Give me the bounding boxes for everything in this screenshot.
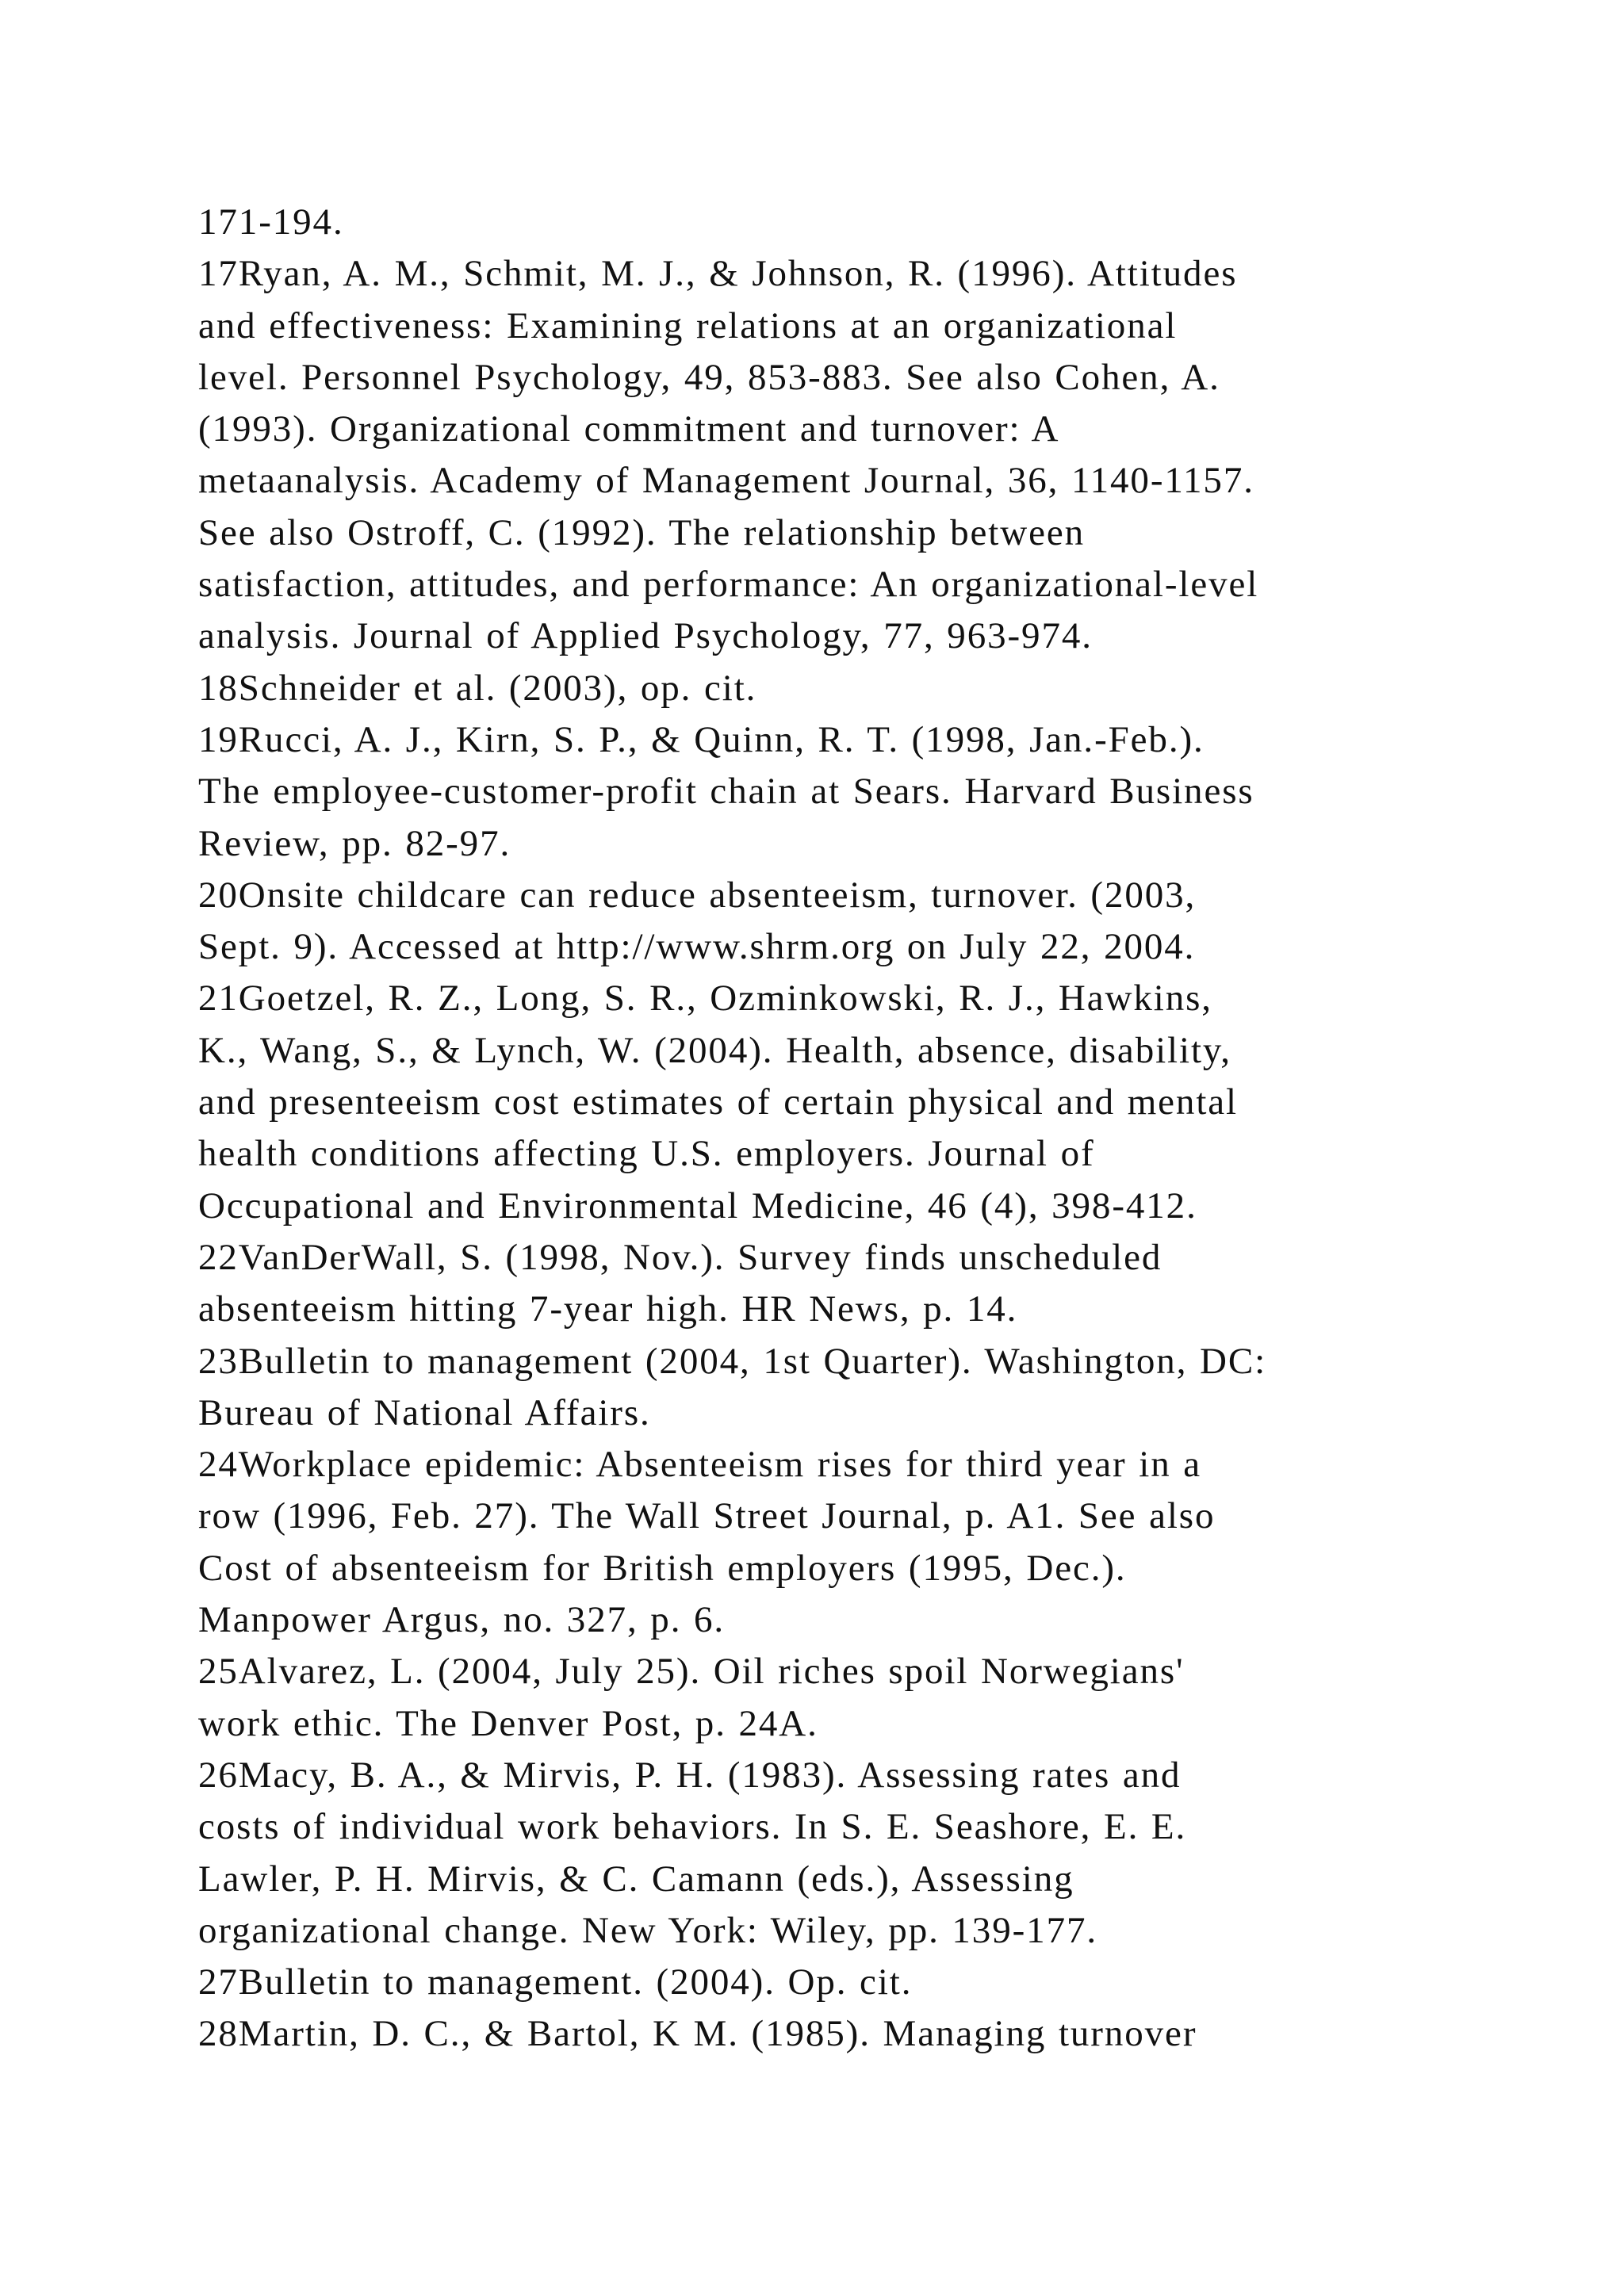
text-line: and presenteeism cost estimates of certain physical and mental	[198, 1081, 1239, 1123]
text-line: and effectiveness: Examining relations at an organizational	[198, 304, 1178, 346]
text-line: Bureau of National Affairs.	[198, 1391, 651, 1433]
text-line: metaanalysis. Academy of Management Journal, 36, 1140-1157.	[198, 460, 1254, 502]
text-line: health conditions affecting U.S. employers. Journal of	[198, 1133, 1095, 1175]
text-line: Occupational and Environmental Medicine, 46 (4), 398-412.	[198, 1184, 1197, 1226]
text-line: Sept. 9). Accessed at http://www.shrm.org on July 22, 2004.	[198, 926, 1196, 968]
text-line: 171-194.	[198, 201, 344, 243]
text-line: row (1996, Feb. 27). The Wall Street Journal, p. A1. See also	[198, 1495, 1216, 1537]
text-line: 25Alvarez, L. (2004, July 25). Oil riches spoil Norwegians'	[198, 1651, 1185, 1693]
text-line: (1993). Organizational commitment and turnover: A	[198, 408, 1060, 450]
text-line: 28Martin, D. C., & Bartol, K M. (1985). Managing turnover	[198, 2013, 1197, 2055]
text-line: work ethic. The Denver Post, p. 24A.	[198, 1702, 818, 1744]
text-line: 27Bulletin to management. (2004). Op. cit.	[198, 1961, 913, 2003]
text-line: 19Rucci, A. J., Kirn, S. P., & Quinn, R. T. (1998, Jan.-Feb.).	[198, 718, 1205, 760]
text-line: 23Bulletin to management (2004, 1st Quarter). Washington, DC:	[198, 1340, 1267, 1382]
text-line: level. Personnel Psychology, 49, 853-883. See also Cohen, A.	[198, 356, 1220, 398]
text-line: Lawler, P. H. Mirvis, & C. Camann (eds.), Assessing	[198, 1858, 1074, 1900]
text-line: 18Schneider et al. (2003), op. cit.	[198, 667, 757, 709]
text-line: costs of individual work behaviors. In S. E. Seashore, E. E.	[198, 1806, 1187, 1848]
text-line: The employee-customer-profit chain at Sears. Harvard Business	[198, 771, 1254, 813]
text-line: Cost of absenteeism for British employers (1995, Dec.).	[198, 1547, 1127, 1589]
text-line: Manpower Argus, no. 327, p. 6.	[198, 1599, 726, 1641]
text-line: organizational change. New York: Wiley, pp. 139-177.	[198, 1909, 1098, 1951]
text-line: 22VanDerWall, S. (1998, Nov.). Survey finds unscheduled	[198, 1236, 1162, 1278]
text-line: 20Onsite childcare can reduce absenteeism, turnover. (2003,	[198, 874, 1197, 916]
text-line: analysis. Journal of Applied Psychology, 77, 963-974.	[198, 615, 1093, 657]
reference-list	[198, 197, 1515, 2061]
text-line: K., Wang, S., & Lynch, W. (2004). Health, absence, disability,	[198, 1029, 1231, 1071]
text-line: 17Ryan, A. M., Schmit, M. J., & Johnson, R. (1996). Attitudes	[198, 253, 1238, 295]
text-line: 21Goetzel, R. Z., Long, S. R., Ozminkowski, R. J., Hawkins,	[198, 978, 1212, 1020]
text-line: Review, pp. 82-97.	[198, 822, 511, 864]
text-line: satisfaction, attitudes, and performance: An organizational-level	[198, 564, 1259, 606]
text-line: See also Ostroff, C. (1992). The relationship between	[198, 511, 1086, 553]
text-line: 26Macy, B. A., & Mirvis, P. H. (1983). Assessing rates and	[198, 1754, 1182, 1796]
text-line: 24Workplace epidemic: Absenteeism rises for third year in a	[198, 1444, 1202, 1486]
text-line: absenteeism hitting 7-year high. HR News, p. 14.	[198, 1288, 1018, 1330]
